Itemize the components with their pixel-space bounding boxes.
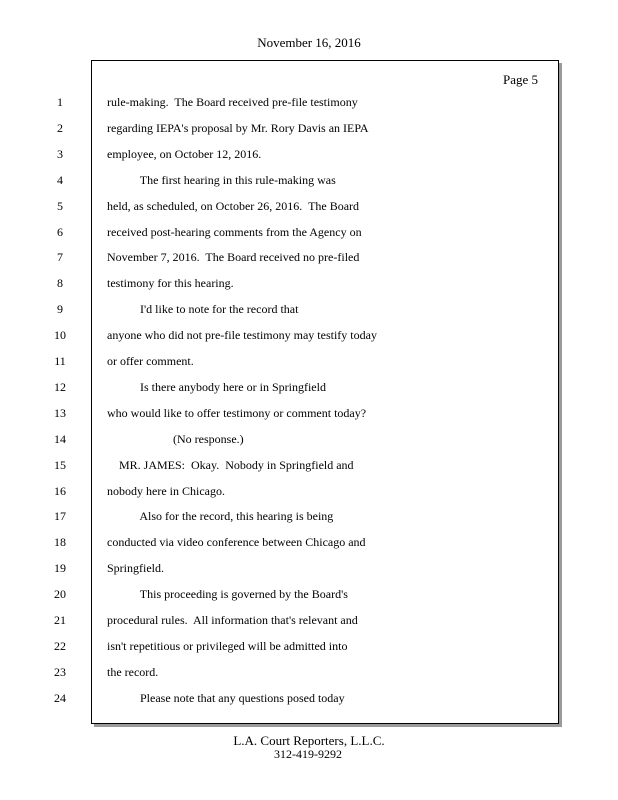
line-number-12: 12 xyxy=(54,379,66,394)
line-number-16: 16 xyxy=(54,483,66,498)
line-number-19: 19 xyxy=(54,561,66,576)
line-number-17: 17 xyxy=(54,509,66,524)
line-number-23: 23 xyxy=(54,664,66,679)
header-date: November 16, 2016 xyxy=(257,35,361,50)
line-number-5: 5 xyxy=(57,198,63,213)
line-text-2: regarding IEPA's proposal by Mr. Rory Davis an IEPA xyxy=(107,120,369,135)
line-text-21: procedural rules. All information that's relevant and xyxy=(107,613,358,627)
line-number-14: 14 xyxy=(54,431,66,446)
line-text-1: rule-making. The Board received pre-file testimony xyxy=(107,95,358,109)
line-text-6: received post-hearing comments from the Agency on xyxy=(107,224,362,239)
line-text-11: or offer comment. xyxy=(107,354,194,368)
footer-phone: 312-419-9292 xyxy=(274,747,342,761)
line-number-22: 22 xyxy=(54,638,66,653)
line-text-7: November 7, 2016. The Board received no pre-filed xyxy=(107,250,360,265)
line-text-12: Is there anybody here or in Springfield xyxy=(107,379,326,394)
line-number-20: 20 xyxy=(54,587,66,602)
line-text-13: who would like to offer testimony or comment today? xyxy=(107,405,367,420)
line-text-24: Please note that any questions posed today xyxy=(107,690,345,705)
page-number: Page 5 xyxy=(502,72,538,87)
line-number-11: 11 xyxy=(54,354,66,368)
line-number-2: 2 xyxy=(57,120,63,135)
line-text-17: Also for the record, this hearing is being xyxy=(107,509,334,524)
line-text-23: the record. xyxy=(107,664,159,679)
line-text-16: nobody here in Chicago. xyxy=(107,483,225,498)
line-number-1: 1 xyxy=(57,95,63,109)
line-number-10: 10 xyxy=(54,328,66,343)
line-number-7: 7 xyxy=(57,250,63,265)
line-text-5: held, as scheduled, on October 26, 2016. The Board xyxy=(107,198,360,213)
line-text-18: conducted via video conference between Chicago and xyxy=(107,535,366,550)
line-number-3: 3 xyxy=(57,146,63,161)
line-text-3: employee, on October 12, 2016. xyxy=(107,146,262,161)
line-number-18: 18 xyxy=(54,535,66,550)
line-text-4: The first hearing in this rule-making was xyxy=(107,172,336,187)
line-text-9: I'd like to note for the record that xyxy=(107,302,299,317)
line-text-22: isn't repetitious or privileged will be admitted into xyxy=(107,638,348,653)
line-text-20: This proceeding is governed by the Board's xyxy=(107,587,348,602)
line-text-8: testimony for this hearing. xyxy=(107,276,234,291)
line-text-10: anyone who did not pre-file testimony may testify today xyxy=(107,328,377,343)
line-text-19: Springfield. xyxy=(107,561,164,576)
line-number-9: 9 xyxy=(57,302,63,317)
line-text-14: (No response.) xyxy=(107,431,244,446)
line-number-21: 21 xyxy=(54,613,66,627)
line-number-15: 15 xyxy=(54,457,66,472)
line-text-15: MR. JAMES: Okay. Nobody in Springfield and xyxy=(107,457,354,472)
line-number-24: 24 xyxy=(54,690,66,705)
line-number-8: 8 xyxy=(57,276,63,291)
footer-company: L.A. Court Reporters, L.L.C. xyxy=(233,733,385,748)
line-number-4: 4 xyxy=(57,172,63,187)
line-number-6: 6 xyxy=(57,224,63,239)
line-number-13: 13 xyxy=(54,405,66,420)
